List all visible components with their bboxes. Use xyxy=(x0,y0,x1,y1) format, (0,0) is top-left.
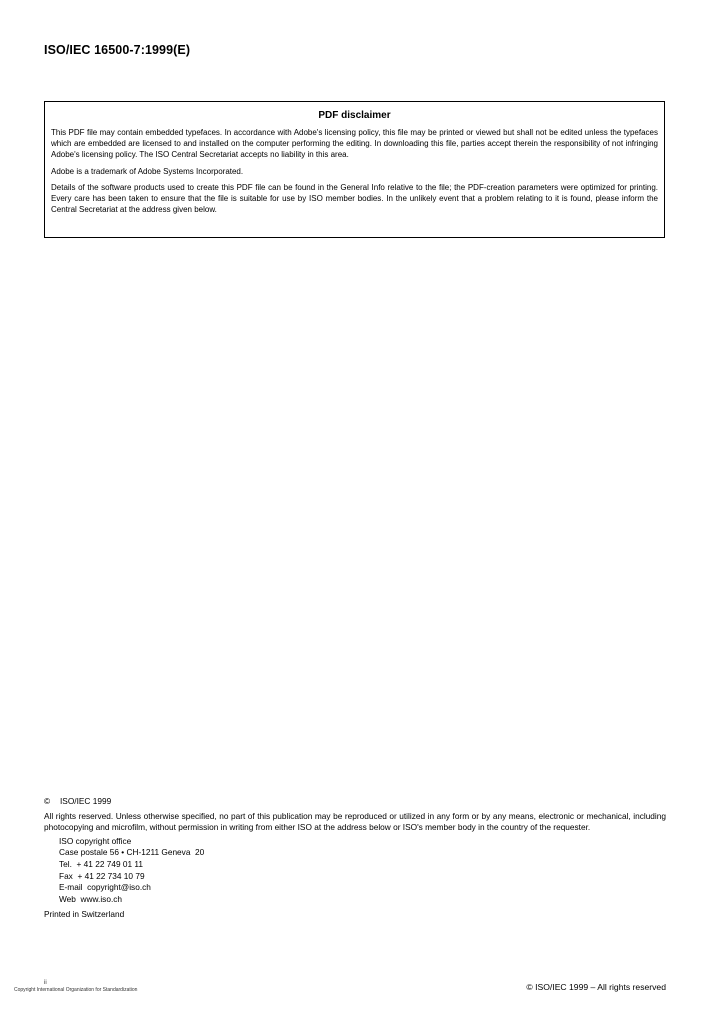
footer-copyright-watermark xyxy=(14,980,137,993)
footer-copyright: © ISO/IEC 1999 – All rights reserved xyxy=(526,982,666,992)
copyright-line xyxy=(44,796,666,808)
printed-in: Printed in Switzerland xyxy=(44,909,125,920)
standard-number: ISO/IEC 16500-7:1999(E) xyxy=(44,43,191,57)
document-header xyxy=(44,43,190,57)
rights-statement: All rights reserved. Unless otherwise specified, no part of this publication may be reproduced or utilized in any form or by any means, electronic or mechanical, including photocopying and microfilm, without permission in writing from either ISO at the address below or ISO's member body in the country of the requester. xyxy=(44,810,666,833)
pdf-disclaimer-box xyxy=(44,101,665,238)
address-line-office: ISO copyright office xyxy=(59,835,132,846)
iso-address xyxy=(59,836,666,906)
copyright-holder: ISO/IEC 1999 xyxy=(60,796,112,806)
disclaimer-paragraph-trademark: Adobe is a trademark of Adobe Systems Incorporated. xyxy=(51,166,244,176)
disclaimer-paragraph-typefaces: This PDF file may contain embedded typefaces. In accordance with Adobe's licensing policy, this file may be printed or viewed but shall not be edited unless the typefaces which are embedded are licensed to and installed on the computer performing the editing. In downloading this file, parties accept therein the responsibility of not infringing Adobe's licensing policy. The ISO Central Secretariat accepts no liability in this area. xyxy=(51,128,658,160)
address-line-postal: Case postale 56 • CH-1211 Geneva 20 xyxy=(59,847,205,858)
address-line-telephone: Tel. + 41 22 749 01 11 xyxy=(59,858,144,869)
footer-left-text: Copyright International Organization for Standardization xyxy=(14,987,138,993)
address-line-email: E-mail copyright@iso.ch xyxy=(59,882,151,893)
disclaimer-paragraph-software: Details of the software products used to create this PDF file can be found in the General Info relative to the file; the PDF-creation parameters were optimized for printing. Every care has been taken to ensure that the file is suitable for use by ISO member bodies. In the unlikely event that a problem relating to it is found, please inform the Central Secretariat at the address given below. xyxy=(51,182,658,215)
page-number: ii xyxy=(44,980,47,986)
copyright-symbol: © xyxy=(44,796,51,806)
copyright-notice xyxy=(44,796,666,921)
address-line-web: Web www.iso.ch xyxy=(59,893,123,904)
disclaimer-title: PDF disclaimer xyxy=(318,110,391,121)
address-line-fax: Fax + 41 22 734 10 79 xyxy=(59,870,145,881)
